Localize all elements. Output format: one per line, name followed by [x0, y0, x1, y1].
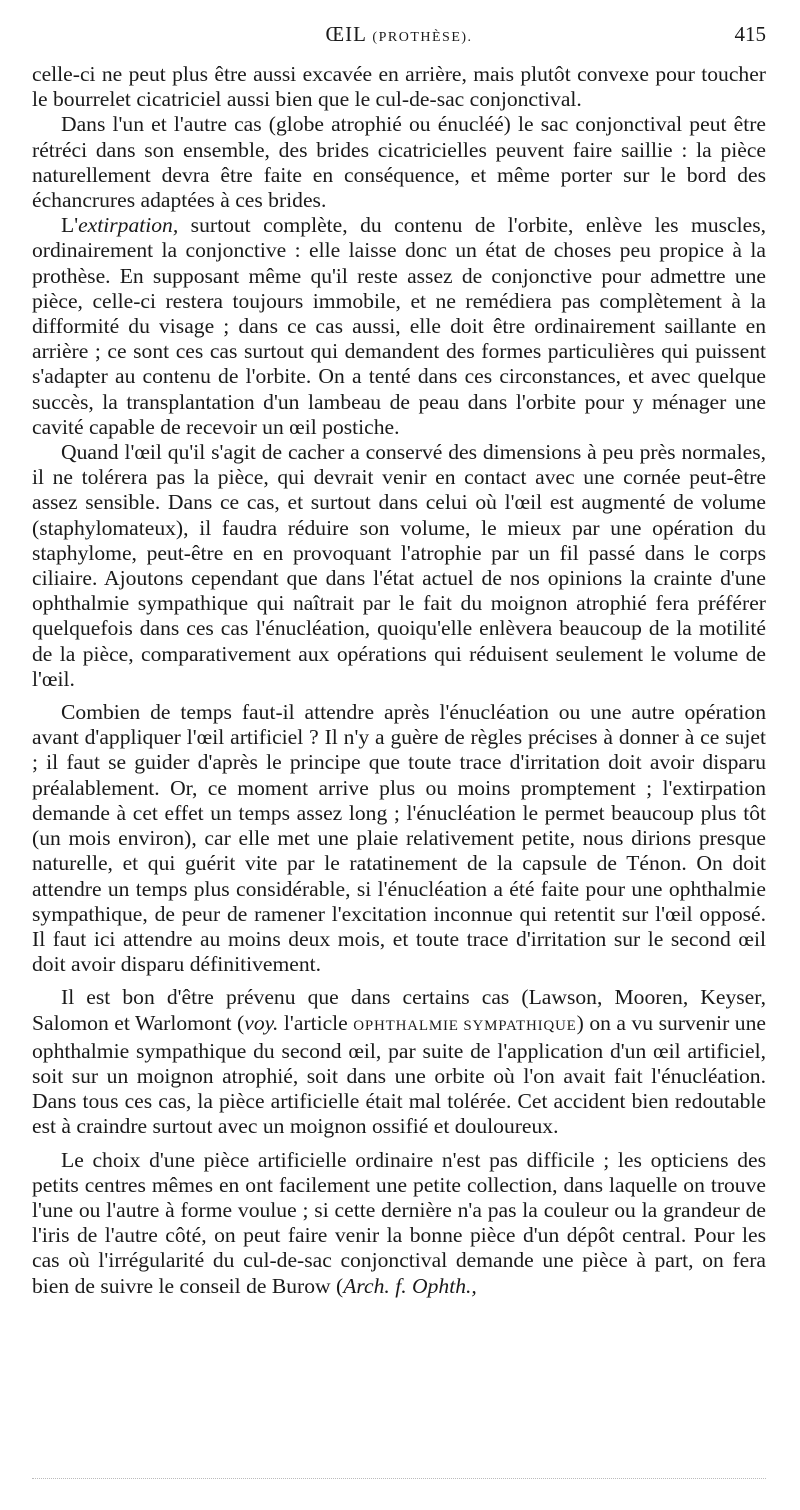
small-caps-reference: OPHTHALMIE SYMPATHIQUE: [353, 1017, 577, 1034]
paragraph-text: Il est bon d'être prévenu que dans certains cas (Lawson, Mooren, Keyser, Salomon et Warlomont (: [32, 985, 766, 1035]
running-header: [32, 22, 766, 52]
paragraph-text: celle-ci ne peut plus être aussi excavée en arrière, mais plutôt convexe pour toucher le bourrelet cicatriciel aussi bien que le cul-de-sac conjonctival.: [32, 62, 766, 112]
paragraph-text: Combien de temps faut-il attendre après l'énucléation ou une autre opération avant d'appliquer l'œil artificiel ? Il n'y a guère de règles précises à donner à ce sujet ; il faut se guider d'après le principe que toute trace d'irritation doit avoir disparu préalablement. Or, ce moment arrive plus ou moins promptement ; l'extirpation demande à cet effet un temps assez long ; l'énucléation le permet beaucoup plus tôt (un mois environ), car elle met une plaie relativement petite, nous dirions presque naturelle, et qui guérit vite par le ratatinement de la capsule de Ténon. On doit attendre un temps plus considérable, si l'énucléation a été faite pour une ophthalmie sympathique, de peur de ramener l'excitation inconnue qui retentit sur l'œil opposé. Il faut ici attendre au moins deux mois, et toute trace d'irritation sur le second œil doit avoir disparu définitivement.: [32, 700, 766, 977]
italic-abbreviation: voy.: [244, 1010, 279, 1035]
paragraph-normal-dimensions: [32, 440, 766, 692]
paragraph-text: Dans l'un et l'autre cas (globe atrophié ou énucléé) le sac conjonctival peut être rétréci dans son ensemble, des brides cicatricielles peuvent faire saillie : la pièce naturellement devra être faite en conséquence, et même porter sur le bord des échancrures adaptées à ces brides.: [32, 112, 766, 213]
running-title: [32, 22, 766, 47]
running-title-main: ŒIL: [325, 22, 367, 46]
page-body: [32, 62, 766, 1299]
paragraph-choice-of-piece: [32, 1148, 766, 1299]
paragraph-text: surtout complète, du contenu de l'orbite, enlève les muscles, ordinairement la conjonctive : elle laisse donc un état de choses peu propice à la prothèse. En supposant même qu'il reste assez de conjonctive pour admettre une pièce, celle-ci restera toujours immobile, et ne remédiera pas complètement à la difformité du visage ; dans ce cas aussi, elle doit être ordinairement saillante en arrière ; ce sont ces cas surtout qui demandent des formes particulières qui puissent s'adapter au contenu de l'orbite. On a tenté dans ces circonstances, et avec quelque succès, la transplantation d'un lambeau de peau dans l'orbite pour y ménager une cavité capable de recevoir un œil postiche.: [32, 213, 766, 439]
paragraph-text: Le choix d'une pièce artificielle ordinaire n'est pas difficile ; les opticiens des petits centres mêmes en ont facilement une petite collection, dans laquelle on trouve l'une ou l'autre à forme voulue ; si cette dernière n'a pas la couleur ou la grandeur de l'iris de l'autre côté, on peut faire venir la bonne pièce d'un dépôt central. Pour les cas où l'irrégularité du cul-de-sac conjonctival demande une pièce à part, on fera bien de suivre le conseil de Burow (: [32, 1147, 766, 1298]
paragraph-text: L': [61, 213, 79, 238]
paragraph-sympathetic-ophthalmia: [32, 985, 766, 1139]
paragraph-text: Quand l'œil qu'il s'agit de cacher a conservé des dimensions à peu près normales, il ne tolérera pas la pièce, qui devrait venir en contact avec une cornée peut-être assez sensible. Dans ce cas, et surtout dans celui où l'œil est augmenté de volume (staphylomateux), il faudra réduire son volume, le mieux par une opération du staphylome, peut-être en en provoquant l'atrophie par un fil passé dans le corps ciliaire. Ajoutons cependant que dans l'état actuel de nos opinions la crainte d'une ophthalmie sympathique qui naîtrait par le fait du moignon atrophié fera préférer quelquefois dans ces cas l'énucléation, quoiqu'elle enlèvera beaucoup de la motilité de la pièce, comparativement aux opérations qui réduisent seulement le volume de l'œil.: [32, 440, 766, 691]
paragraph-continuation: [32, 62, 766, 112]
italic-citation: Arch. f. Ophth.,: [343, 1273, 477, 1298]
paragraph-waiting-time: [32, 700, 766, 977]
paragraph-text: l'article: [278, 1010, 354, 1035]
paragraph-conjunctival-sac: [32, 112, 766, 213]
italic-term: extirpation,: [78, 213, 179, 238]
running-title-sub: (PROTHÈSE).: [372, 30, 473, 45]
paragraph-extirpation: [32, 213, 766, 440]
paragraph-text: ) on a vu survenir une ophthalmie sympathique du second œil, par suite de l'application d'un œil artificiel, soit sur un moignon atrophié, soit dans une orbite où l'on avait fait l'énucléation. Dans tous ces cas, la pièce artificielle était mal tolérée. Cet accident bien redoutable est à craindre surtout avec un moignon ossifié et douloureux.: [32, 1010, 766, 1139]
footer-dotted-rule: [32, 1478, 766, 1479]
page-number: 415: [734, 22, 766, 46]
